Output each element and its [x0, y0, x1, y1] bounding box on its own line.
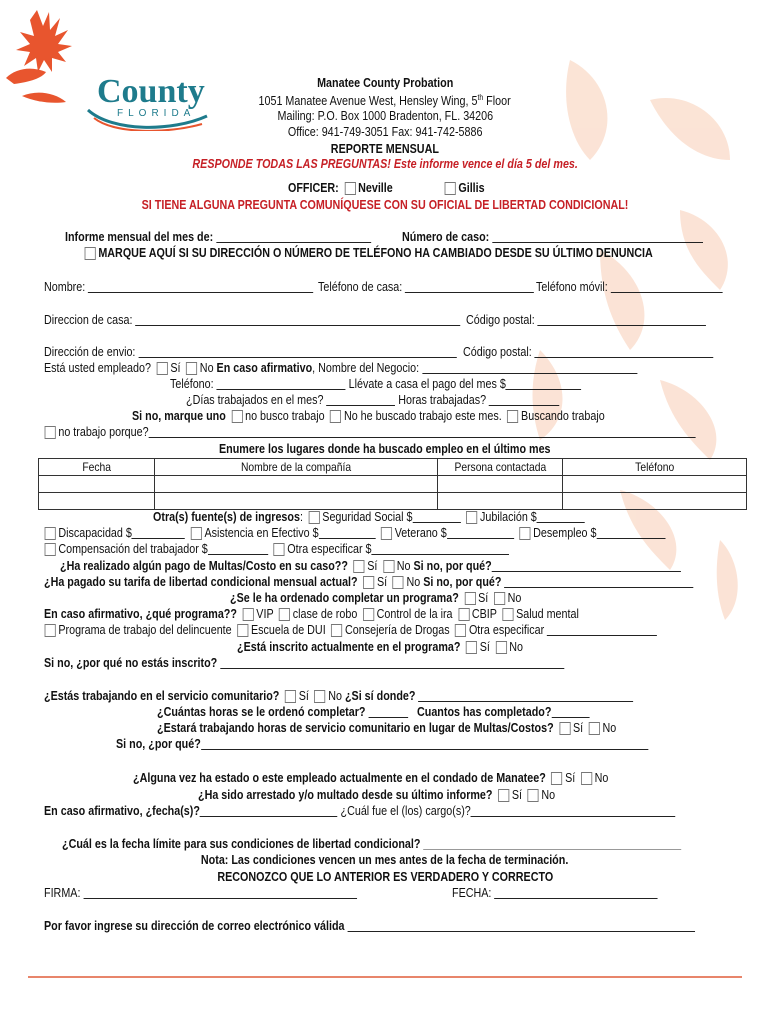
org-name: Manatee County Probation — [316, 76, 454, 90]
days-worked-field[interactable] — [326, 393, 395, 406]
table-row[interactable] — [39, 476, 747, 493]
cbip-checkbox[interactable] — [458, 608, 469, 621]
drug-counseling-checkbox[interactable] — [331, 624, 342, 637]
officer-label: OFFICER: — [288, 181, 339, 195]
month-field[interactable] — [216, 230, 371, 243]
fee-no-checkbox[interactable] — [393, 576, 404, 589]
table-header-date: Fecha — [39, 459, 155, 476]
cs-no-checkbox[interactable] — [314, 690, 325, 703]
dui-school-checkbox[interactable] — [237, 624, 248, 637]
program-no-checkbox[interactable] — [494, 592, 505, 605]
retirement-checkbox[interactable] — [466, 511, 477, 524]
workers-comp-checkbox[interactable] — [45, 543, 56, 556]
office-line: Office: 941-749-3051 Fax: 941-742-5886 — [287, 125, 483, 139]
instructions: RESPONDE TODAS LAS PREGUNTAS! Este informe vence el día 5 del mes. — [192, 157, 578, 171]
not-looking-checkbox[interactable] — [231, 410, 242, 423]
cs-yes-checkbox[interactable] — [285, 690, 296, 703]
business-name-field[interactable] — [422, 361, 637, 374]
home-phone-field[interactable] — [405, 280, 534, 293]
arrest-dates-field[interactable] — [200, 804, 338, 817]
table-header-phone: Teléfono — [563, 459, 747, 476]
retirement-field[interactable] — [537, 510, 585, 523]
disability-field[interactable] — [132, 526, 185, 539]
report-title: REPORTE MENSUAL — [330, 142, 440, 156]
why-not-working-checkbox[interactable] — [45, 426, 56, 439]
case-number-field[interactable] — [492, 230, 703, 243]
other-program-field[interactable] — [547, 623, 657, 636]
table-header-contact: Persona contactada — [438, 459, 563, 476]
employed-yes-checkbox[interactable] — [157, 362, 168, 375]
fee-yes-checkbox[interactable] — [363, 576, 374, 589]
contact-notice: SI TIENE ALGUNA PREGUNTA COMUNÍQUESE CON SU OFICIAL DE LIBERTAD CONDICIONAL! — [141, 198, 629, 212]
veteran-field[interactable] — [447, 526, 514, 539]
social-security-checkbox[interactable] — [309, 511, 320, 524]
job-search-table — [38, 458, 747, 510]
program-yes-checkbox[interactable] — [464, 592, 475, 605]
logo-sub: FLORIDA — [117, 108, 196, 119]
fee-why-field[interactable] — [504, 575, 693, 588]
officer-gillis-checkbox[interactable] — [445, 182, 456, 195]
disability-checkbox[interactable] — [45, 527, 56, 540]
enrolled-no-checkbox[interactable] — [495, 641, 506, 654]
fines-yes-checkbox[interactable] — [353, 560, 364, 573]
employer-phone-field[interactable] — [217, 377, 346, 390]
cs-hours-ordered-field[interactable] — [368, 705, 408, 718]
custody-no-checkbox[interactable] — [581, 772, 592, 785]
date-field[interactable] — [494, 886, 657, 899]
cs-hours-completed-field[interactable] — [551, 705, 589, 718]
employed-no-checkbox[interactable] — [186, 362, 197, 375]
unemployment-checkbox[interactable] — [519, 527, 530, 540]
not-searched-checkbox[interactable] — [330, 410, 341, 423]
arrested-no-checkbox[interactable] — [528, 789, 539, 802]
vip-checkbox[interactable] — [243, 608, 254, 621]
workers-comp-field[interactable] — [208, 542, 268, 555]
robbery-class-checkbox[interactable] — [279, 608, 290, 621]
offender-work-checkbox[interactable] — [45, 624, 56, 637]
cs-lieu-yes-checkbox[interactable] — [559, 722, 570, 735]
address-line: 1051 Manatee Avenue West, Hensley Wing, 5th Floor — [258, 93, 512, 109]
hours-worked-field[interactable] — [489, 393, 560, 406]
cs-why-field[interactable] — [201, 737, 648, 750]
mail-address-field[interactable] — [138, 345, 456, 358]
mental-health-checkbox[interactable] — [502, 608, 513, 621]
table-row[interactable] — [39, 493, 747, 510]
other-income-field[interactable] — [372, 542, 510, 555]
cs-lieu-no-checkbox[interactable] — [589, 722, 600, 735]
veteran-checkbox[interactable] — [381, 527, 392, 540]
enrolled-yes-checkbox[interactable] — [466, 641, 477, 654]
fines-no-checkbox[interactable] — [383, 560, 394, 573]
acknowledge-line: RECONOZCO QUE LO ANTERIOR ES VERDADERO Y CORRECTO — [217, 870, 553, 884]
deadline-field[interactable] — [423, 837, 681, 850]
looking-checkbox[interactable] — [507, 410, 518, 423]
charges-field[interactable] — [471, 804, 676, 817]
mail-zip-field[interactable] — [535, 345, 714, 358]
mobile-phone-field[interactable] — [611, 280, 723, 293]
home-address-field[interactable] — [135, 313, 460, 326]
email-field[interactable] — [348, 919, 695, 932]
mailing-line: Mailing: P.O. Box 1000 Bradenton, FL. 34206 — [277, 109, 493, 123]
other-income-checkbox[interactable] — [274, 543, 285, 556]
why-not-working-field[interactable] — [149, 425, 696, 438]
cash-assistance-field[interactable] — [319, 526, 376, 539]
cash-assistance-checkbox[interactable] — [191, 527, 202, 540]
take-home-pay-field[interactable] — [506, 377, 582, 390]
social-security-field[interactable] — [413, 510, 461, 523]
logo-word: County — [97, 73, 205, 110]
fines-why-field[interactable] — [492, 559, 681, 572]
table-header-company: Nombre de la compañía — [155, 459, 438, 476]
note-line: Nota: Las condiciones vencen un mes antes de la fecha de terminación. — [201, 853, 569, 867]
name-field[interactable] — [88, 280, 313, 293]
list-places-heading: Enumere los lugares donde ha buscado empleo en el último mes — [219, 442, 551, 456]
anger-control-checkbox[interactable] — [363, 608, 374, 621]
custody-yes-checkbox[interactable] — [551, 772, 562, 785]
officer-neville-checkbox[interactable] — [344, 182, 355, 195]
probation-report-page: County FLORIDA Manatee County Probation 1051 Manatee Avenue West, Hensley Wing, 5th Floor Mailing: P.O. Box 1000 Bradenton, FL. 34206 Office: 941-749-3051 Fax: 941-742-5886 REPORTE MENSUAL RESPONDE TODAS LAS PREGUNTAS! Este informe vence el día 5 del mes. OFFICER: Neville Gillis SI TIENE ALGUNA PREGUNTA COMUNÍQUESE CON SU OFICIAL DE LIBERTAD CONDICIONAL! Informe mensual del mes de: Número de caso: MARQUE AQUÍ SI SU DIRECCIÓN O NÚMERO DE TELÉFONO HA CAMBIADO DESDE SU ÚLTIMO DENUNCIA Nombre: Teléfono de casa: Teléfono móvil: Direccion de casa: Código postal: Dirección de envio: Código postal: Está usted empleado? Sí No En caso afirmativo, Nombre del Negocio: Teléfono: Llévate a casa el pago del mes $ ¿Días trabajados en el mes? Horas trabajadas? Si no, marque uno no busco trabajo No he buscado trabajo este mes. Buscando trabajo no trabajo porque? Enumere los lugares donde ha buscado empleo en el último mes Fecha Nombre de la compañía Persona contactada Teléfono Otra(s) fuente(s) de ingresos: Seguridad Social $ Jubilación $ Discapacidad $ Asistencia en Efectivo $ Veterano $ Desempleo $ Compensación del trabajador $ Otra especificar $ ¿Ha realizado algún pago de Multas/Costo en su caso?? Sí No Si no, por qué? ¿Ha pagado su tarifa de libertad condicional mensual actual? Sí No Si no, por qué? ¿Se le ha ordenado completar un programa? Sí No En caso afirmativo, ¿qué programa?? VIP clase de robo Control de la ira CBIP Salud mental Programa de trabajo del delincuente Escuela de DUI Consejería de Drogas Otra especificar ¿Está inscrito actualmente en el programa? Sí No Si no, ¿por qué no estás inscrito? ¿Estás trabajando en el servicio comunitario? Sí No ¿Si sí donde? ¿Cuántas horas se le ordenó completar? Cuantos has completado? ¿Estará trabajando horas de servicio comunitario en lugar de Multas/Costos? Sí No Si no, ¿por qué? ¿Alguna vez ha estado o este empleado actualmente en el condado de Manatee? Sí No ¿Ha sido arrestado y/o multado desde su último informe? Sí No En caso afirmativo, ¿fecha(s)? ¿Cuál fue el (los) cargo(s)? ¿Cuál es la fecha límite para sus condiciones de libertad condicional? Nota: Las condiciones vencen un mes antes de la fecha de terminación. RECONOZCO QUE LO ANTERIOR ES VERDADERO Y CORRECTO FIRMA: FECHA: Por favor ingrese su dirección de correo electrónico válida — [0, 0, 770, 1024]
footer-divider — [28, 976, 742, 978]
unemployment-field[interactable] — [596, 526, 665, 539]
home-zip-field[interactable] — [538, 313, 707, 326]
other-program-checkbox[interactable] — [455, 624, 466, 637]
signature-field[interactable] — [83, 886, 356, 899]
address-changed-checkbox[interactable] — [85, 247, 96, 260]
cs-where-field[interactable] — [418, 689, 633, 702]
arrested-yes-checkbox[interactable] — [498, 789, 509, 802]
why-not-enrolled-field[interactable] — [220, 656, 564, 669]
